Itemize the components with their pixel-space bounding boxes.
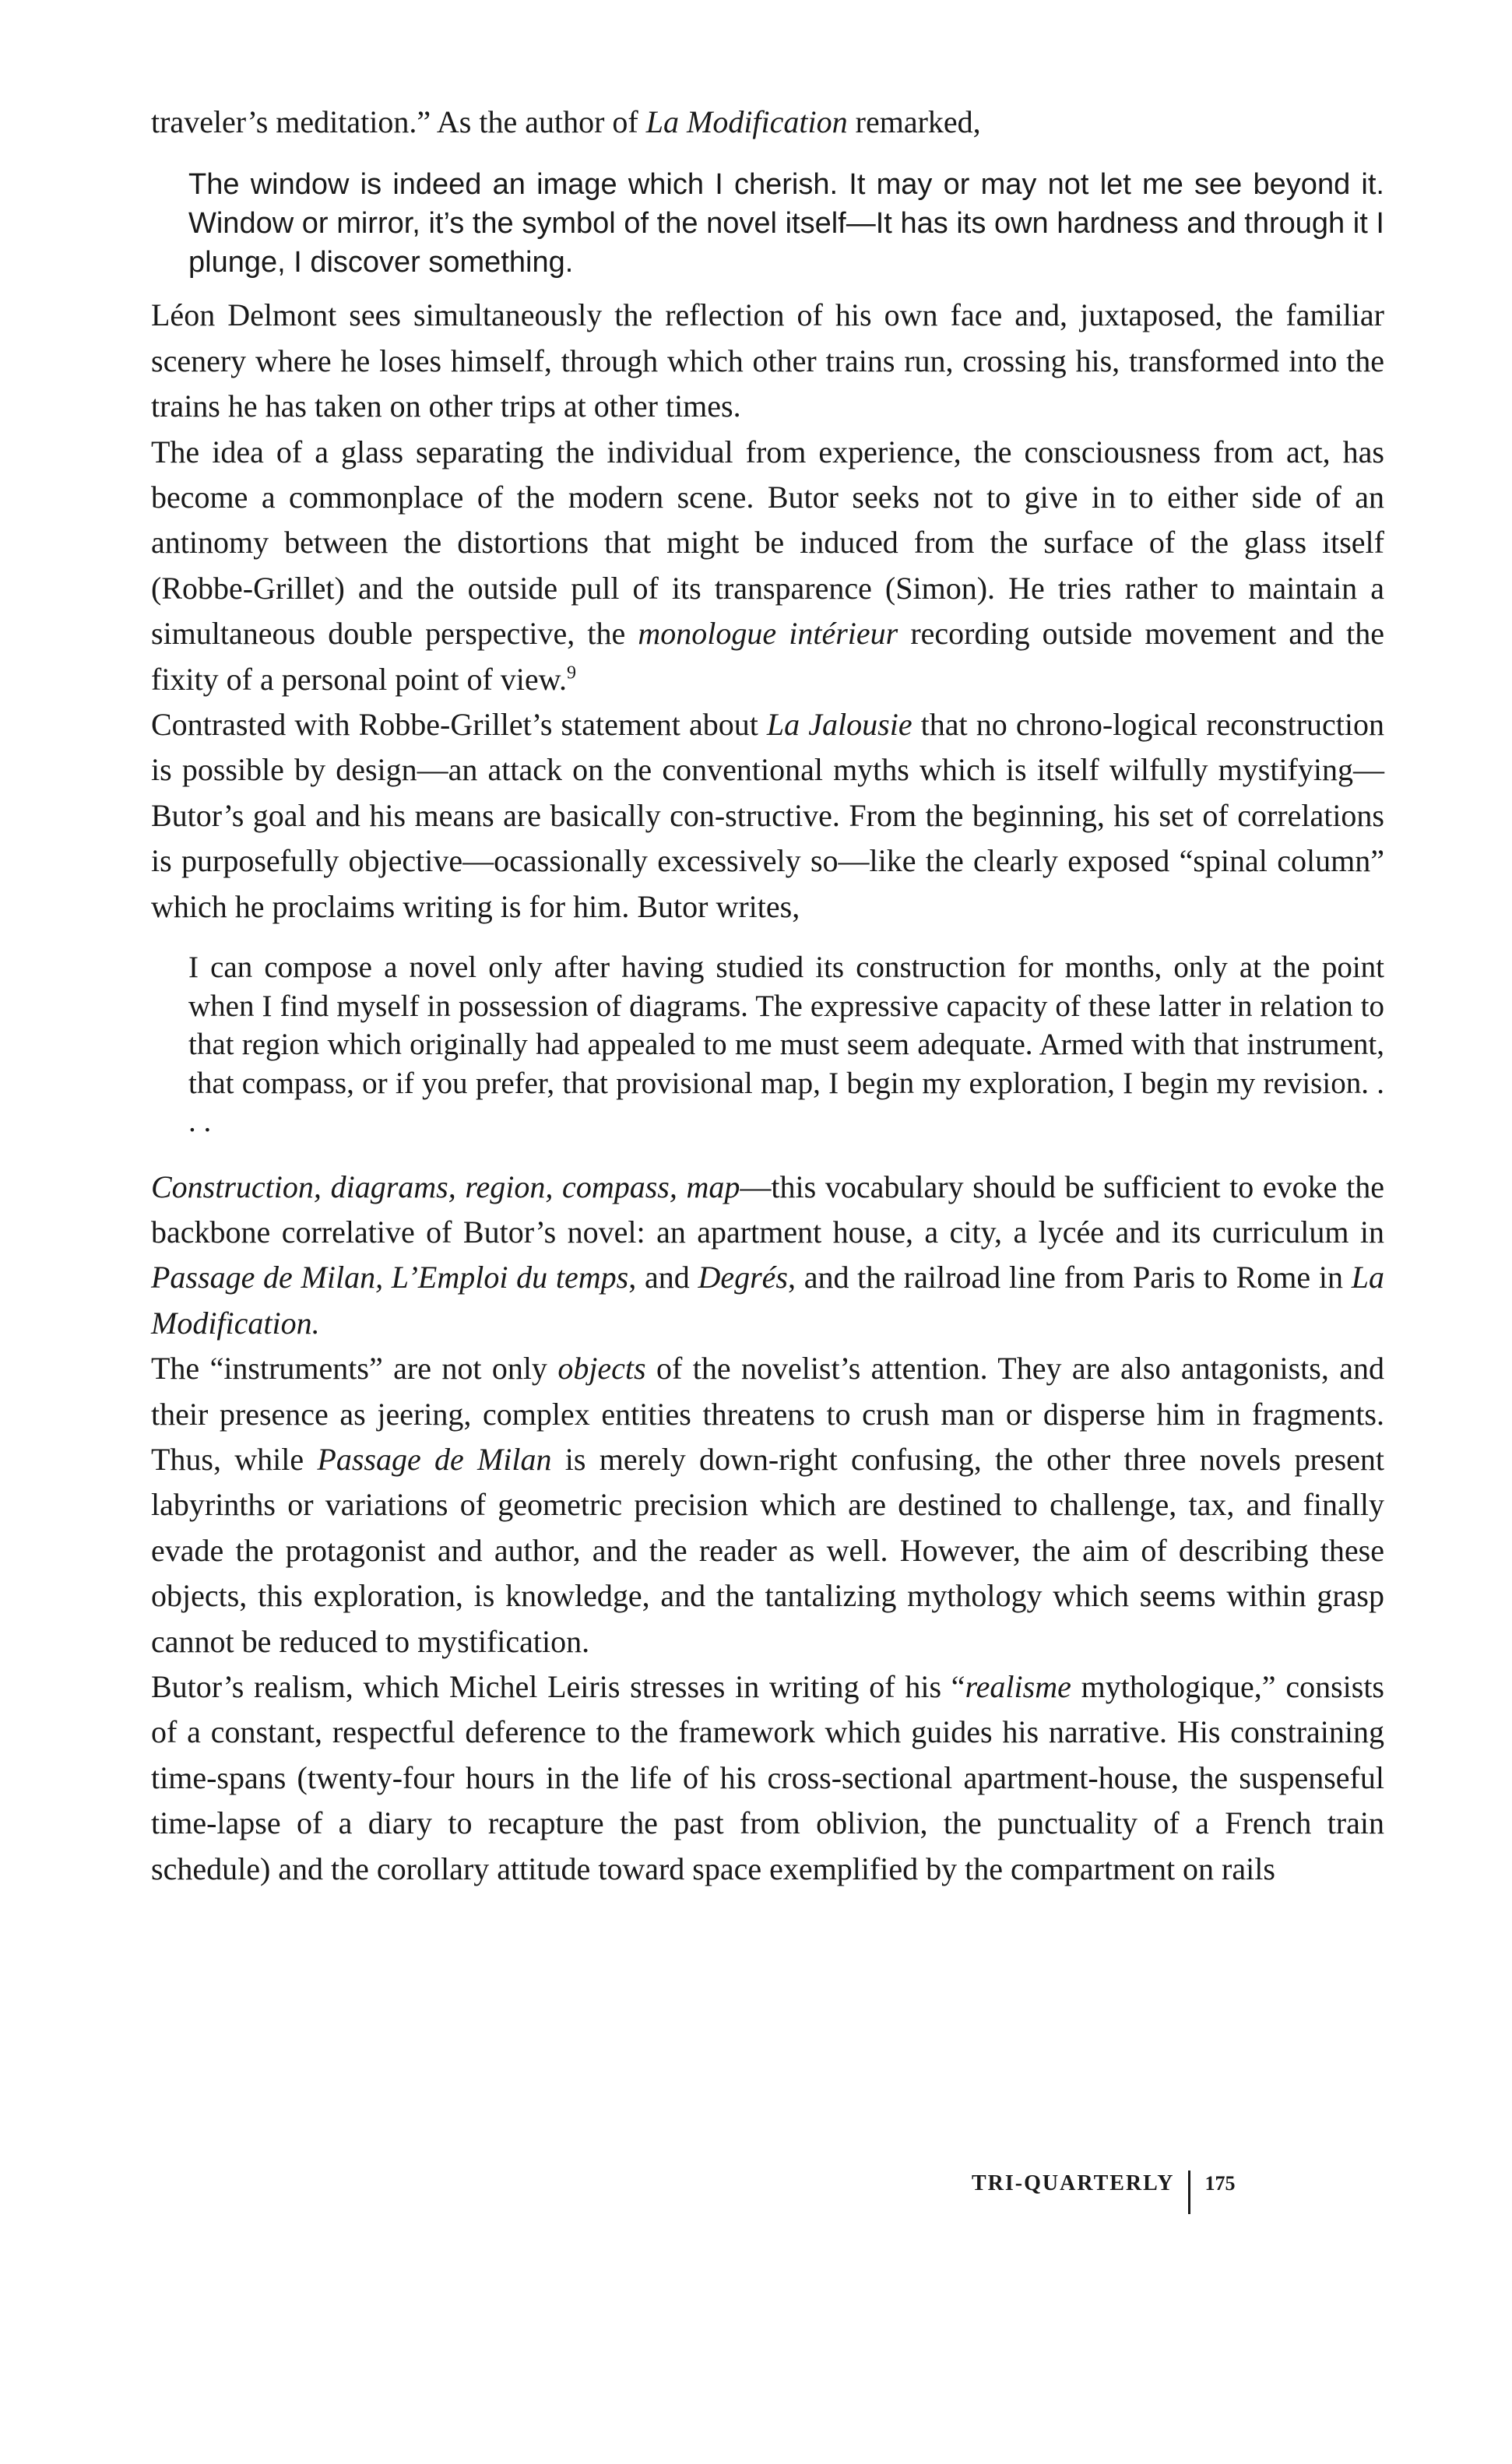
- text-run: remarked,: [847, 104, 981, 139]
- italic-text: Passage de Milan, L’Emploi du temps: [151, 1260, 629, 1295]
- journal-title: TRI-QUARTERLY: [972, 2171, 1175, 2195]
- paragraph-glass: [151, 430, 1384, 702]
- footnote-ref: 9: [566, 663, 576, 684]
- paragraph-construction: [151, 1165, 1384, 1347]
- italic-text: Construction, diagrams, region, compass, map: [151, 1169, 740, 1204]
- italic-text: La Modification: [645, 104, 848, 139]
- text-run: mythologique,” consists of a constant, respectful deference to the framework which guides his narrative. His constraining time-spans (twenty-four hours in the life of his cross-sectional apartment-house, the suspenseful time-lapse of a diary to recapture the past from oblivion, the punctuality of a French train schedule) and the corollary attitude toward space exemplified by the compartment on rails: [151, 1669, 1384, 1886]
- paragraph-realism: [151, 1664, 1384, 1892]
- block-quote-window: [188, 165, 1384, 282]
- paragraph-continuation: [151, 100, 1384, 145]
- text-run: recording outside movement and the fixity of a personal point of view.: [151, 616, 1385, 697]
- block-quote-text: [188, 165, 1384, 282]
- text-run: is merely down-right confusing, the other three novels present labyrinths or variations of geometric precision which are destined to challenge, tax, and finally evade the protagonist and author, and the reader as well. However, the aim of describing these objects, this exploration, is knowledge, and the tantalizing mythology which seems within grasp cannot be reduced to mystification.: [151, 1442, 1385, 1659]
- paragraph-contrasted: [151, 702, 1384, 930]
- italic-text: objects: [557, 1351, 646, 1387]
- italic-text: realisme: [965, 1669, 1071, 1705]
- text-run: Contrasted with Robbe-Grillet’s statement about: [151, 707, 767, 743]
- text-run: Léon Delmont sees simultaneously the reflection of his own face and, juxtaposed, the familiar scenery where he loses himself, through which other trains run, crossing his, transformed into the trains he has taken on other trips at other times.: [151, 297, 1384, 424]
- block-quote-compose: [188, 948, 1384, 1141]
- italic-text: Passage de Milan: [317, 1442, 552, 1478]
- text-run: , and: [628, 1260, 698, 1295]
- text-run: —this vocabulary should be sufficient to evoke the backbone correlative of Butor’s novel: an apartment house, a city, a lycée and its curriculum in: [151, 1169, 1384, 1250]
- text-run: that no chrono-logical reconstruction is possible by design—an attack on the conventional myths which is itself wilfully mystifying—Butor’s goal and his means are basically con-structive. From the beginning, his set of correlations is purposefully objective—ocassionally excessively so—like the clearly exposed “spinal column” which he proclaims writing is for him. Butor writes,: [151, 707, 1385, 924]
- text-run: Butor’s realism, which Michel Leiris stresses in writing of his “: [151, 1669, 965, 1705]
- page-number: 175: [1204, 2172, 1236, 2195]
- page-footer: [972, 2170, 1235, 2217]
- page-body: [151, 100, 1384, 1892]
- block-quote-text: [188, 948, 1384, 1141]
- italic-text: Degrés: [698, 1260, 788, 1295]
- text-run: The idea of a glass separating the individual from experience, the consciousness from act, has become a commonplace of the modern scene. Butor seeks not to give in to either side of an antinomy between the distortions that might be induced from the surface of the glass itself (Robbe-Grillet) and the outside pull of its transparence (Simon). He tries rather to maintain a simultaneous double perspective, the: [151, 434, 1384, 652]
- text-run: , and the railroad line from Paris to Rome in: [787, 1260, 1352, 1295]
- italic-text: monologue intérieur: [638, 616, 898, 652]
- italic-text: La Modification.: [151, 1260, 1384, 1341]
- paragraph-leon-delmont: [151, 293, 1384, 429]
- paragraph-instruments: [151, 1346, 1384, 1664]
- text-run: traveler’s meditation.” As the author of: [151, 104, 646, 139]
- text-run: The window is indeed an image which I cherish. It may or may not let me see beyond it. Window or mirror, it’s the symbol of the novel itself—It has its own hardness and through it I plunge, I discover something.: [188, 168, 1384, 279]
- text-run: The “instruments” are not only: [151, 1351, 558, 1387]
- text-run: I can compose a novel only after having studied its construction for months, only at the point when I find myself in possession of diagrams. The expressive capacity of these latter in relation to that region which originally had appealed to me must seem adequate. Armed with that instrument, that compass, or if you prefer, that provisional map, I begin my exploration, I begin my revision. . . .: [188, 951, 1384, 1139]
- italic-text: La Jalousie: [766, 707, 912, 743]
- text-run: of the novelist’s attention. They are also antagonists, and their presence as jeering, complex entities threatens to crush man or disperse him in fragments. Thus, while: [151, 1351, 1384, 1478]
